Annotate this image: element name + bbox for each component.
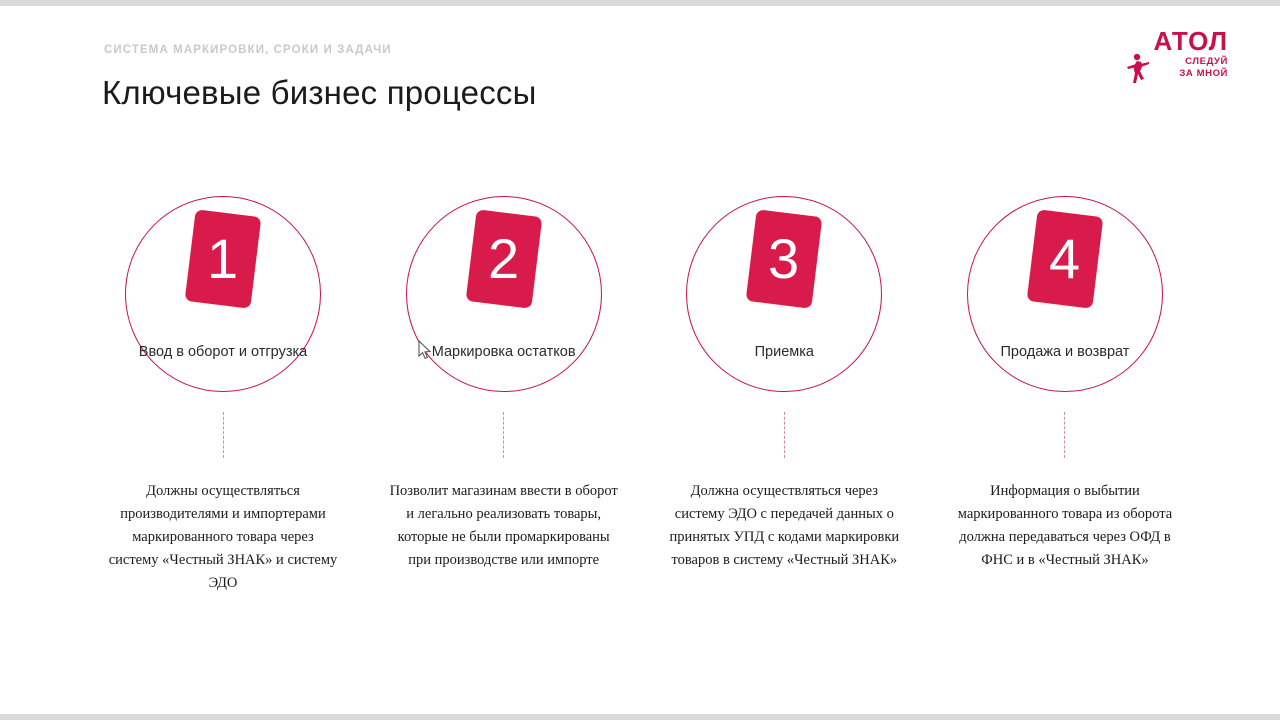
logo-tagline-line1: СЛЕДУЙ bbox=[1185, 56, 1228, 67]
step-label-4: Продажа и возврат bbox=[1000, 344, 1130, 361]
top-edge-bar bbox=[0, 0, 1280, 6]
step-circle-2 bbox=[406, 196, 602, 392]
process-step-1 bbox=[96, 196, 350, 595]
process-step-3 bbox=[657, 196, 911, 595]
step-description-4: Информация о выбытии маркированного товара из оборота должна передаваться через ОФД в ФНС и в «Честный ЗНАК» bbox=[957, 483, 1173, 568]
logo-wordmark: АТОЛ bbox=[1153, 26, 1228, 56]
step-label-2: Маркировка остатков bbox=[431, 344, 576, 361]
brand-logo bbox=[1118, 28, 1228, 90]
step-number-card-1 bbox=[185, 209, 262, 308]
step-number-2: 2 bbox=[488, 227, 520, 290]
step-number-4: 4 bbox=[1049, 227, 1081, 290]
step-number-3: 3 bbox=[768, 227, 800, 290]
step-number-card-3 bbox=[746, 209, 823, 308]
mouse-cursor-icon bbox=[418, 340, 432, 360]
step-description-1: Должны осуществляться производителями и импортерами маркированного товара через систему «Честный ЗНАК» и систему ЭДО bbox=[108, 483, 338, 591]
step-number-card-2 bbox=[465, 209, 542, 308]
step-description-3: Должна осуществляться через систему ЭДО с передачей данных о принятых УПД с кодами маркировки товаров в систему «Честный ЗНАК» bbox=[669, 483, 900, 568]
process-step-2 bbox=[377, 196, 631, 595]
runner-figure-icon bbox=[1124, 52, 1154, 88]
step-connector-4 bbox=[1064, 412, 1065, 458]
step-label-3: Приемка bbox=[754, 344, 814, 361]
logo-tagline-line2: ЗА МНОЙ bbox=[1179, 67, 1228, 79]
step-connector-3 bbox=[784, 412, 785, 458]
process-step-4 bbox=[938, 196, 1192, 595]
bottom-edge-bar bbox=[0, 714, 1280, 720]
step-connector-2 bbox=[503, 412, 504, 458]
page-title: Ключевые бизнес процессы bbox=[102, 74, 537, 111]
step-connector-1 bbox=[223, 412, 224, 458]
step-number-1: 1 bbox=[207, 227, 239, 290]
step-circle-4 bbox=[967, 196, 1163, 392]
step-label-1: Ввод в оборот и отгрузка bbox=[138, 344, 308, 361]
step-number-card-4 bbox=[1027, 209, 1104, 308]
step-circle-3 bbox=[686, 196, 882, 392]
slide-kicker: СИСТЕМА МАРКИРОВКИ, СРОКИ И ЗАДАЧИ bbox=[104, 44, 392, 56]
process-steps bbox=[96, 196, 1192, 595]
step-circle-1 bbox=[125, 196, 321, 392]
step-description-2: Позволит магазинам ввести в оборот и легально реализовать товары, которые не были промаркированы при производстве или импорте bbox=[389, 483, 618, 568]
logo-tagline bbox=[1179, 56, 1228, 80]
